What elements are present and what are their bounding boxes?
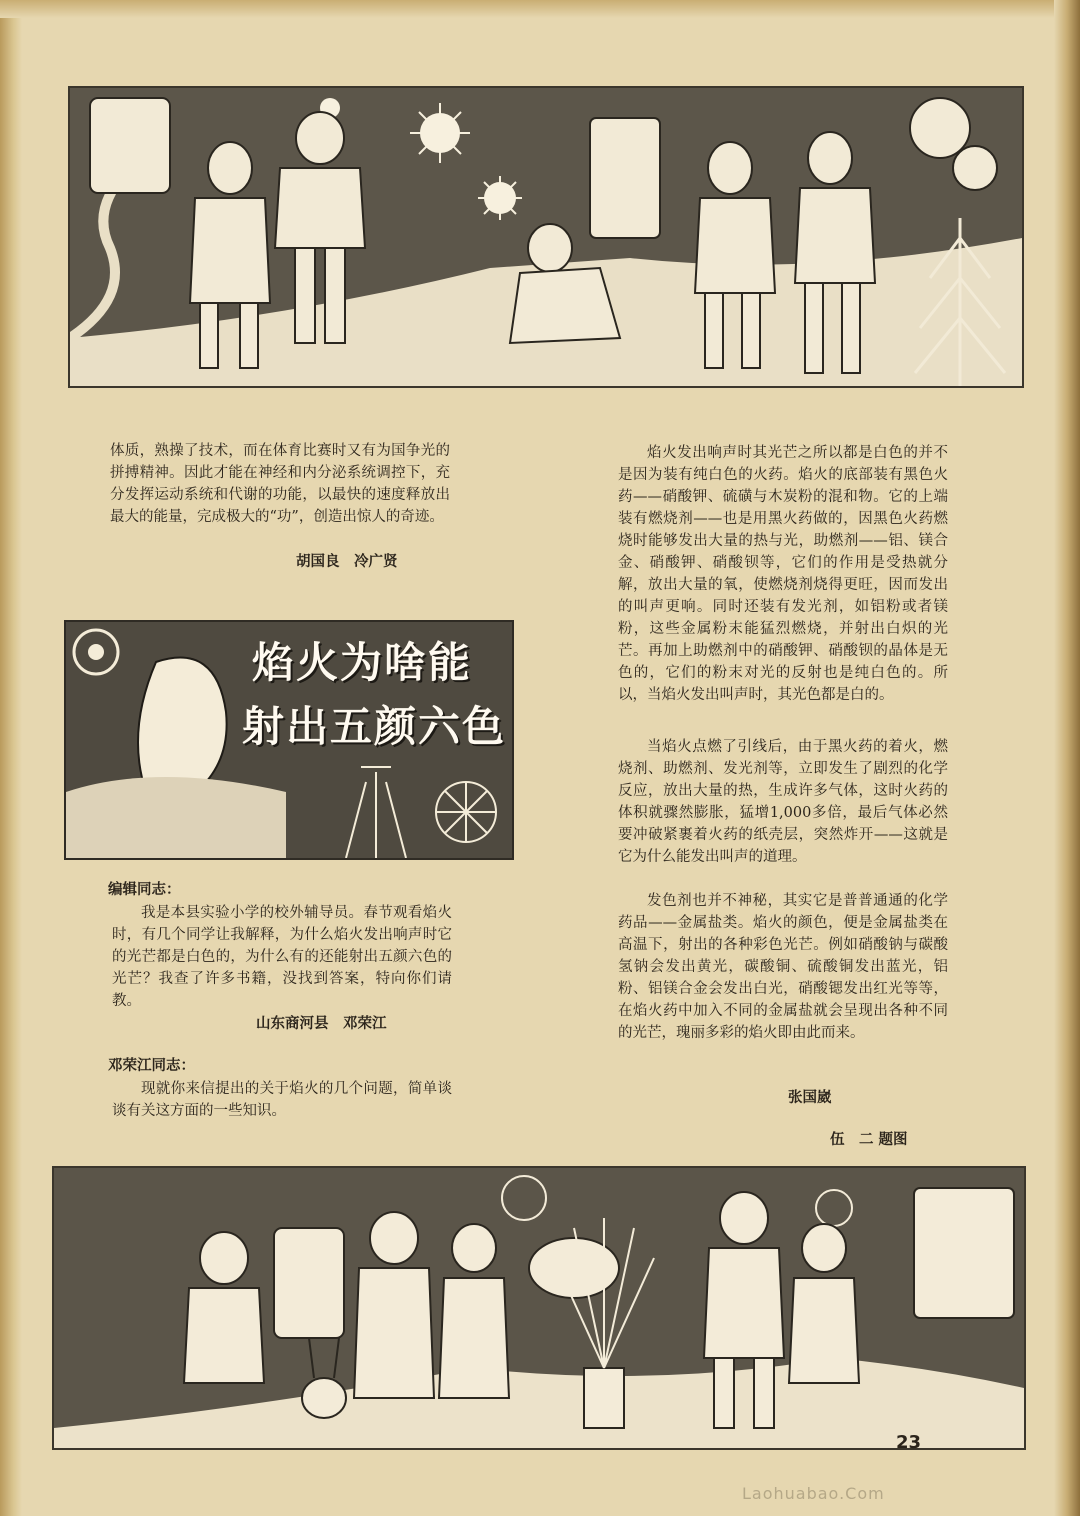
letter-salutation: 编辑同志：: [108, 882, 181, 898]
article-title-line-1: 焰火为啥能: [252, 638, 473, 687]
illustration-credit: 伍 二 题图: [830, 1132, 908, 1148]
answer-paragraph-1: 焰火发出响声时其光芒之所以都是白色的并不是因为装有纯白色的火药。焰火的底部装有黑色火药——硝酸钾、硫磺与木炭粉的混和物。它的上端装有燃烧剂——也是用黑火药做的，因黑色火药燃烧时能够发出大量的热与光，助燃剂——铝、镁合金、硝酸钾、硝酸钡等，它们的作用是受热就分解，放出大量的氧，使燃烧剂烧得更旺，因而发出的叫声更响。同时还装有发光剂，如铝粉或者镁粉，这些金属粉末能猛烈燃烧，并射出白炽的光芒。再加上助燃剂中的硝酸钾、硝酸钡的晶体是无色的，它们的粉末对光的反射也是纯白色的。所以，当焰火发出叫声时，其光色都是白的。: [618, 445, 948, 703]
answer-author: 张国崴: [788, 1090, 832, 1106]
bottom-illustration: [52, 1166, 1026, 1450]
reply-intro: 现就你来信提出的关于焰火的几个问题，简单谈谈有关这方面的一些知识。: [112, 1081, 452, 1119]
page-top-shadow: [0, 0, 1080, 18]
answer-paragraph-3: 发色剂也并不神秘，其实它是普普通通的化学药品——金属盐类。焰火的颜色，便是金属盐类在高温下，射出的各种彩色光芒。例如硝酸钠与碳酸氢钠会发出黄光，碳酸铜、硫酸铜发出蓝光，铝粉、铝镁合金会发出白光，硝酸锶发出红光等等，在焰火药中加入不同的金属盐就会呈现出各种不同的光芒，瑰丽多彩的焰火即由此而来。: [618, 893, 948, 1041]
continuation-paragraph: 体质，熟操了技术，而在体育比赛时又有为国争光的拼搏精神。因此才能在神经和内分泌系统调控下，充分发挥运动系统和代谢的功能，以最快的速度释放出最大的能量，完成极大的“功”，创造出惊人的奇迹。: [110, 443, 450, 525]
page-binding-shadow: [0, 0, 22, 1516]
reply-salutation: 邓荣江同志：: [108, 1058, 195, 1074]
letter-author: 山东商河县 邓荣江: [256, 1016, 387, 1032]
top-illustration: [68, 86, 1024, 388]
page-right-edge: [1054, 0, 1080, 1516]
watermark: Laohuabao.Com: [742, 1484, 885, 1503]
answer-paragraph-2: 当焰火点燃了引线后，由于黑火药的着火，燃烧剂、助燃剂、发光剂等，立即发生了剧烈的化学反应，放出大量的热，生成许多气体，这时火药的体积就骤然膨胀，猛增1,000多倍，最后气体必然要冲破紧裹着火药的纸壳层，突然炸开——这就是它为什么能发出叫声的道理。: [618, 739, 948, 865]
continuation-author: 胡国良 冷广贤: [296, 554, 398, 570]
bottom-illustration-art: [54, 1168, 1024, 1448]
letter-body: 我是本县实验小学的校外辅导员。春节观看焰火时，有几个同学让我解释，为什么焰火发出响声时它的光芒都是白色的，为什么有的还能射出五颜六色的光芒？我查了许多书籍，没找到答案，特向你们请教。: [112, 905, 452, 1009]
page-number: 23: [896, 1432, 922, 1453]
top-illustration-art: [70, 88, 1022, 386]
article-title-line-2: 射出五颜六色: [242, 702, 507, 751]
article-title-illustration: [64, 620, 514, 860]
